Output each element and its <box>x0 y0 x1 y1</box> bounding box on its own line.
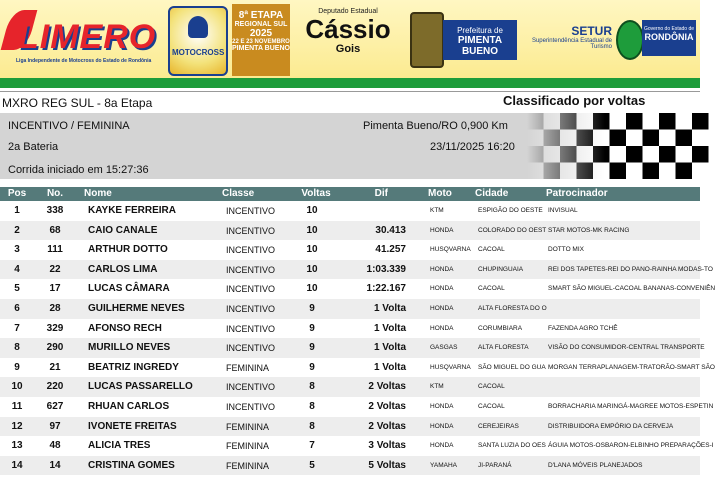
setur-logo <box>526 24 612 58</box>
table-row <box>0 417 700 437</box>
result-name: CARLOS LIMA <box>88 263 158 275</box>
result-bike: HUSQVARNA <box>430 246 471 254</box>
governo-state: RONDÔNIA <box>644 32 694 42</box>
table-row <box>0 319 700 339</box>
race-category: INCENTIVO / FEMININA <box>8 120 130 132</box>
motocross-badge-text: MOTOCROSS <box>172 48 225 57</box>
result-position: 2 <box>14 224 20 236</box>
limero-logo-text: LIMERO <box>18 18 157 56</box>
result-gap: 2 Voltas <box>368 381 406 393</box>
table-row <box>0 240 700 260</box>
result-class: FEMININA <box>226 362 270 373</box>
result-class: INCENTIVO <box>226 382 276 393</box>
result-gap: 2 Voltas <box>368 420 406 432</box>
result-city: CACOAL <box>478 402 505 410</box>
result-name: CAIO CANALE <box>88 224 158 236</box>
result-gap: 1 Volta <box>373 361 406 373</box>
column-header-laps: Voltas <box>301 188 331 199</box>
result-gap: 5 Voltas <box>368 459 406 471</box>
results-table-body <box>0 201 715 475</box>
result-sponsor: REI DOS TAPETES-REI DO PANO-RAINHA MODAS-TO <box>548 265 713 273</box>
prefeitura-label: Prefeitura de <box>457 26 503 35</box>
result-number: 28 <box>49 302 61 314</box>
motocross-badge <box>168 6 228 76</box>
result-city: CACOAL <box>478 285 505 293</box>
race-start-time: Corrida iniciado em 15:27:36 <box>8 164 149 176</box>
race-heat: 2a Bateria <box>8 141 59 153</box>
cassio-gois-logo <box>296 8 400 74</box>
rondonia-seal-icon <box>616 20 644 60</box>
result-city: CHUPINGUAIA <box>478 265 524 273</box>
pimenta-bueno-seal-icon <box>410 12 444 68</box>
result-position: 10 <box>11 381 23 393</box>
result-sponsor: VISÃO DO CONSUMIDOR-CENTRAL TRANSPORTE <box>548 344 705 352</box>
result-city: ESPIGÃO DO OESTE <box>478 207 543 214</box>
column-header-bike: Moto <box>428 188 452 199</box>
governo-rondonia-logo <box>642 20 696 56</box>
result-name: CRISTINA GOMES <box>88 459 175 471</box>
result-bike: YAMAHA <box>430 461 457 469</box>
result-position: 12 <box>11 420 23 432</box>
result-laps: 9 <box>309 322 315 334</box>
result-city: CORUMBIARA <box>478 324 523 332</box>
result-class: FEMININA <box>226 441 270 452</box>
result-gap: 1 Volta <box>373 342 406 354</box>
result-bike: HONDA <box>430 324 454 332</box>
result-city: JI-PARANÁ <box>478 461 512 469</box>
table-row <box>0 299 700 319</box>
result-gap: 41.257 <box>375 244 406 256</box>
result-bike: HONDA <box>430 285 454 293</box>
table-row <box>0 221 700 241</box>
result-name: AFONSO RECH <box>88 322 162 334</box>
result-sponsor: DISTRIBUIDORA EMPÓRIO DA CERVEJA <box>548 422 674 430</box>
result-city: ALTA FLORESTA <box>478 344 529 352</box>
result-gap: 1 Volta <box>373 302 406 314</box>
etapa-year: 2025 <box>249 28 273 39</box>
result-bike: KTM <box>430 383 444 391</box>
result-class: INCENTIVO <box>226 401 276 412</box>
result-sponsor: STAR MOTOS-MK RACING <box>548 226 630 234</box>
result-class: INCENTIVO <box>226 323 276 334</box>
result-name: ARTHUR DOTTO <box>88 244 168 256</box>
result-class: INCENTIVO <box>226 245 276 256</box>
result-laps: 5 <box>309 459 315 471</box>
race-datetime: 23/11/2025 16:20 <box>430 141 515 153</box>
result-bike: HONDA <box>430 442 454 450</box>
result-position: 3 <box>14 244 20 256</box>
result-laps: 9 <box>309 342 315 354</box>
result-laps: 8 <box>309 381 315 393</box>
result-number: 22 <box>49 263 61 275</box>
result-number: 220 <box>46 381 64 393</box>
etapa-city: PIMENTA BUENO <box>232 45 290 52</box>
result-position: 5 <box>14 283 20 295</box>
result-number: 17 <box>49 283 61 295</box>
column-header-city: Cidade <box>475 188 509 199</box>
result-laps: 10 <box>306 244 318 256</box>
column-header-sponsor: Patrocinador <box>546 188 608 199</box>
table-row <box>0 279 715 299</box>
checkered-flag-icon <box>527 113 700 179</box>
result-position: 14 <box>11 459 23 471</box>
result-bike: HONDA <box>430 265 454 273</box>
result-class: INCENTIVO <box>226 284 276 295</box>
result-position: 1 <box>14 205 20 216</box>
limero-logo-subtitle: Liga Independente de Motocross do Estado de Rondônia <box>16 58 152 64</box>
result-laps: 10 <box>306 263 318 275</box>
prefeitura-city: PIMENTA BUENO <box>457 35 503 57</box>
table-row <box>0 260 713 280</box>
result-number: 627 <box>46 400 64 412</box>
result-sponsor: SMART SÃO MIGUEL-CACOAL BANANAS-CONVENIÊN <box>548 285 715 293</box>
result-name: IVONETE FREITAS <box>88 420 177 432</box>
result-position: 8 <box>14 342 20 354</box>
setur-title: SETUR <box>571 24 612 38</box>
column-header-gap: Dif <box>374 188 388 199</box>
result-position: 11 <box>11 400 23 412</box>
result-gap: 2 Voltas <box>368 400 406 412</box>
column-header-class: Classe <box>222 188 255 199</box>
race-location: Pimenta Bueno/RO 0,900 Km <box>363 120 508 132</box>
result-sponsor: MORGAN TERRAPLANAGEM-TRATORÃO-SMART SÃO <box>548 363 715 371</box>
race-header <box>0 91 700 186</box>
table-row <box>0 456 700 476</box>
table-row <box>0 358 715 378</box>
result-class: INCENTIVO <box>226 225 276 236</box>
etapa-region: REGIONAL SUL <box>234 21 288 28</box>
column-header-name: Nome <box>84 188 112 199</box>
result-number: 14 <box>49 459 61 471</box>
table-row <box>0 201 700 221</box>
result-class: INCENTIVO <box>226 303 276 314</box>
result-name: LUCAS CÂMARA <box>88 283 170 295</box>
result-gap: 1:22.167 <box>366 283 406 295</box>
result-name: MURILLO NEVES <box>88 342 171 354</box>
result-laps: 9 <box>309 361 315 373</box>
result-city: SÃO MIGUEL DO GUA <box>478 363 546 371</box>
result-name: KAYKE FERREIRA <box>88 205 176 216</box>
result-sponsor: FAZENDA AGRO TCHÊ <box>548 324 618 332</box>
result-bike: KTM <box>430 207 444 214</box>
cassio-surname: Gois <box>335 43 361 55</box>
sponsor-banner <box>0 0 700 88</box>
result-position: 6 <box>14 302 20 314</box>
result-laps: 10 <box>306 205 318 216</box>
result-number: 68 <box>49 224 61 236</box>
result-gap: 30.413 <box>375 224 406 236</box>
result-number: 329 <box>46 322 64 334</box>
result-class: INCENTIVO <box>226 206 276 216</box>
result-position: 9 <box>14 361 20 373</box>
result-laps: 7 <box>309 440 315 452</box>
result-city: CACOAL <box>478 246 505 254</box>
result-city: COLORADO DO OEST <box>478 226 547 234</box>
result-city: SANTA LUZIA DO OES <box>478 442 546 450</box>
result-city: CEREJEIRAS <box>478 422 519 430</box>
etapa-badge <box>232 4 290 76</box>
etapa-number: 8ª ETAPA <box>238 10 284 21</box>
result-sponsor: ÁGUIA MOTOS-OSBARON-ELBINHO PREPARAÇÕES-I <box>548 442 714 450</box>
result-bike: GASGAS <box>430 344 458 352</box>
result-city: ALTA FLORESTA DO O <box>478 304 547 312</box>
etapa-dates: 22 E 23 NOVEMBRO <box>232 39 290 45</box>
classification-mode: Classificado por voltas <box>503 93 646 108</box>
result-number: 111 <box>47 244 63 256</box>
result-laps: 10 <box>306 283 318 295</box>
result-gap: 3 Voltas <box>368 440 406 452</box>
result-sponsor: DOTTO MIX <box>548 246 584 254</box>
result-position: 13 <box>11 440 23 452</box>
result-sponsor: D'LANA MÓVEIS PLANEJADOS <box>548 461 643 469</box>
result-city: CACOAL <box>478 383 505 391</box>
rider-icon <box>188 16 208 38</box>
result-laps: 8 <box>309 420 315 432</box>
column-header-pos: Pos <box>7 188 27 199</box>
table-row <box>0 397 714 417</box>
results-table-header <box>0 187 700 201</box>
table-row <box>0 436 714 456</box>
result-number: 338 <box>46 205 64 216</box>
result-sponsor: BORRACHARIA MARINGÁ-MAGREE MOTOS-ESPETIN <box>548 402 714 410</box>
result-name: RHUAN CARLOS <box>88 400 170 412</box>
column-header-number: No. <box>46 188 64 199</box>
result-bike: HONDA <box>430 402 454 410</box>
governo-label: Governo do Estado de <box>643 26 695 32</box>
result-class: INCENTIVO <box>226 264 276 275</box>
result-gap: 1:03.339 <box>366 263 406 275</box>
prefeitura-logo <box>443 20 517 60</box>
result-class: FEMININA <box>226 460 270 471</box>
result-name: ALICIA TRES <box>88 440 151 452</box>
result-name: BEATRIZ INGREDY <box>88 361 179 373</box>
cassio-role: Deputado Estadual <box>318 8 378 15</box>
result-sponsor: INVISUAL <box>548 207 578 214</box>
result-bike: HONDA <box>430 226 454 234</box>
result-number: 97 <box>49 420 61 432</box>
result-laps: 8 <box>309 400 315 412</box>
result-class: INCENTIVO <box>226 343 276 354</box>
result-name: GUILHERME NEVES <box>88 302 185 314</box>
table-row <box>0 338 705 358</box>
result-position: 7 <box>14 322 20 334</box>
result-bike: HUSQVARNA <box>430 363 471 371</box>
result-laps: 10 <box>306 224 318 236</box>
result-class: FEMININA <box>226 421 270 432</box>
result-number: 290 <box>46 342 64 354</box>
limero-logo <box>6 8 164 74</box>
result-position: 4 <box>14 263 20 275</box>
race-title: MXRO REG SUL - 8a Etapa <box>2 96 153 110</box>
banner-stripe <box>0 78 700 88</box>
setur-subtitle: Superintendência Estadual de Turismo <box>531 38 612 50</box>
cassio-name: Cássio <box>305 14 391 44</box>
table-row <box>0 377 700 397</box>
result-number: 21 <box>49 361 61 373</box>
result-bike: HONDA <box>430 304 454 312</box>
result-gap: 1 Volta <box>373 322 406 334</box>
result-bike: HONDA <box>430 422 454 430</box>
result-laps: 9 <box>309 302 315 314</box>
result-number: 48 <box>49 440 61 452</box>
result-name: LUCAS PASSARELLO <box>88 381 193 393</box>
